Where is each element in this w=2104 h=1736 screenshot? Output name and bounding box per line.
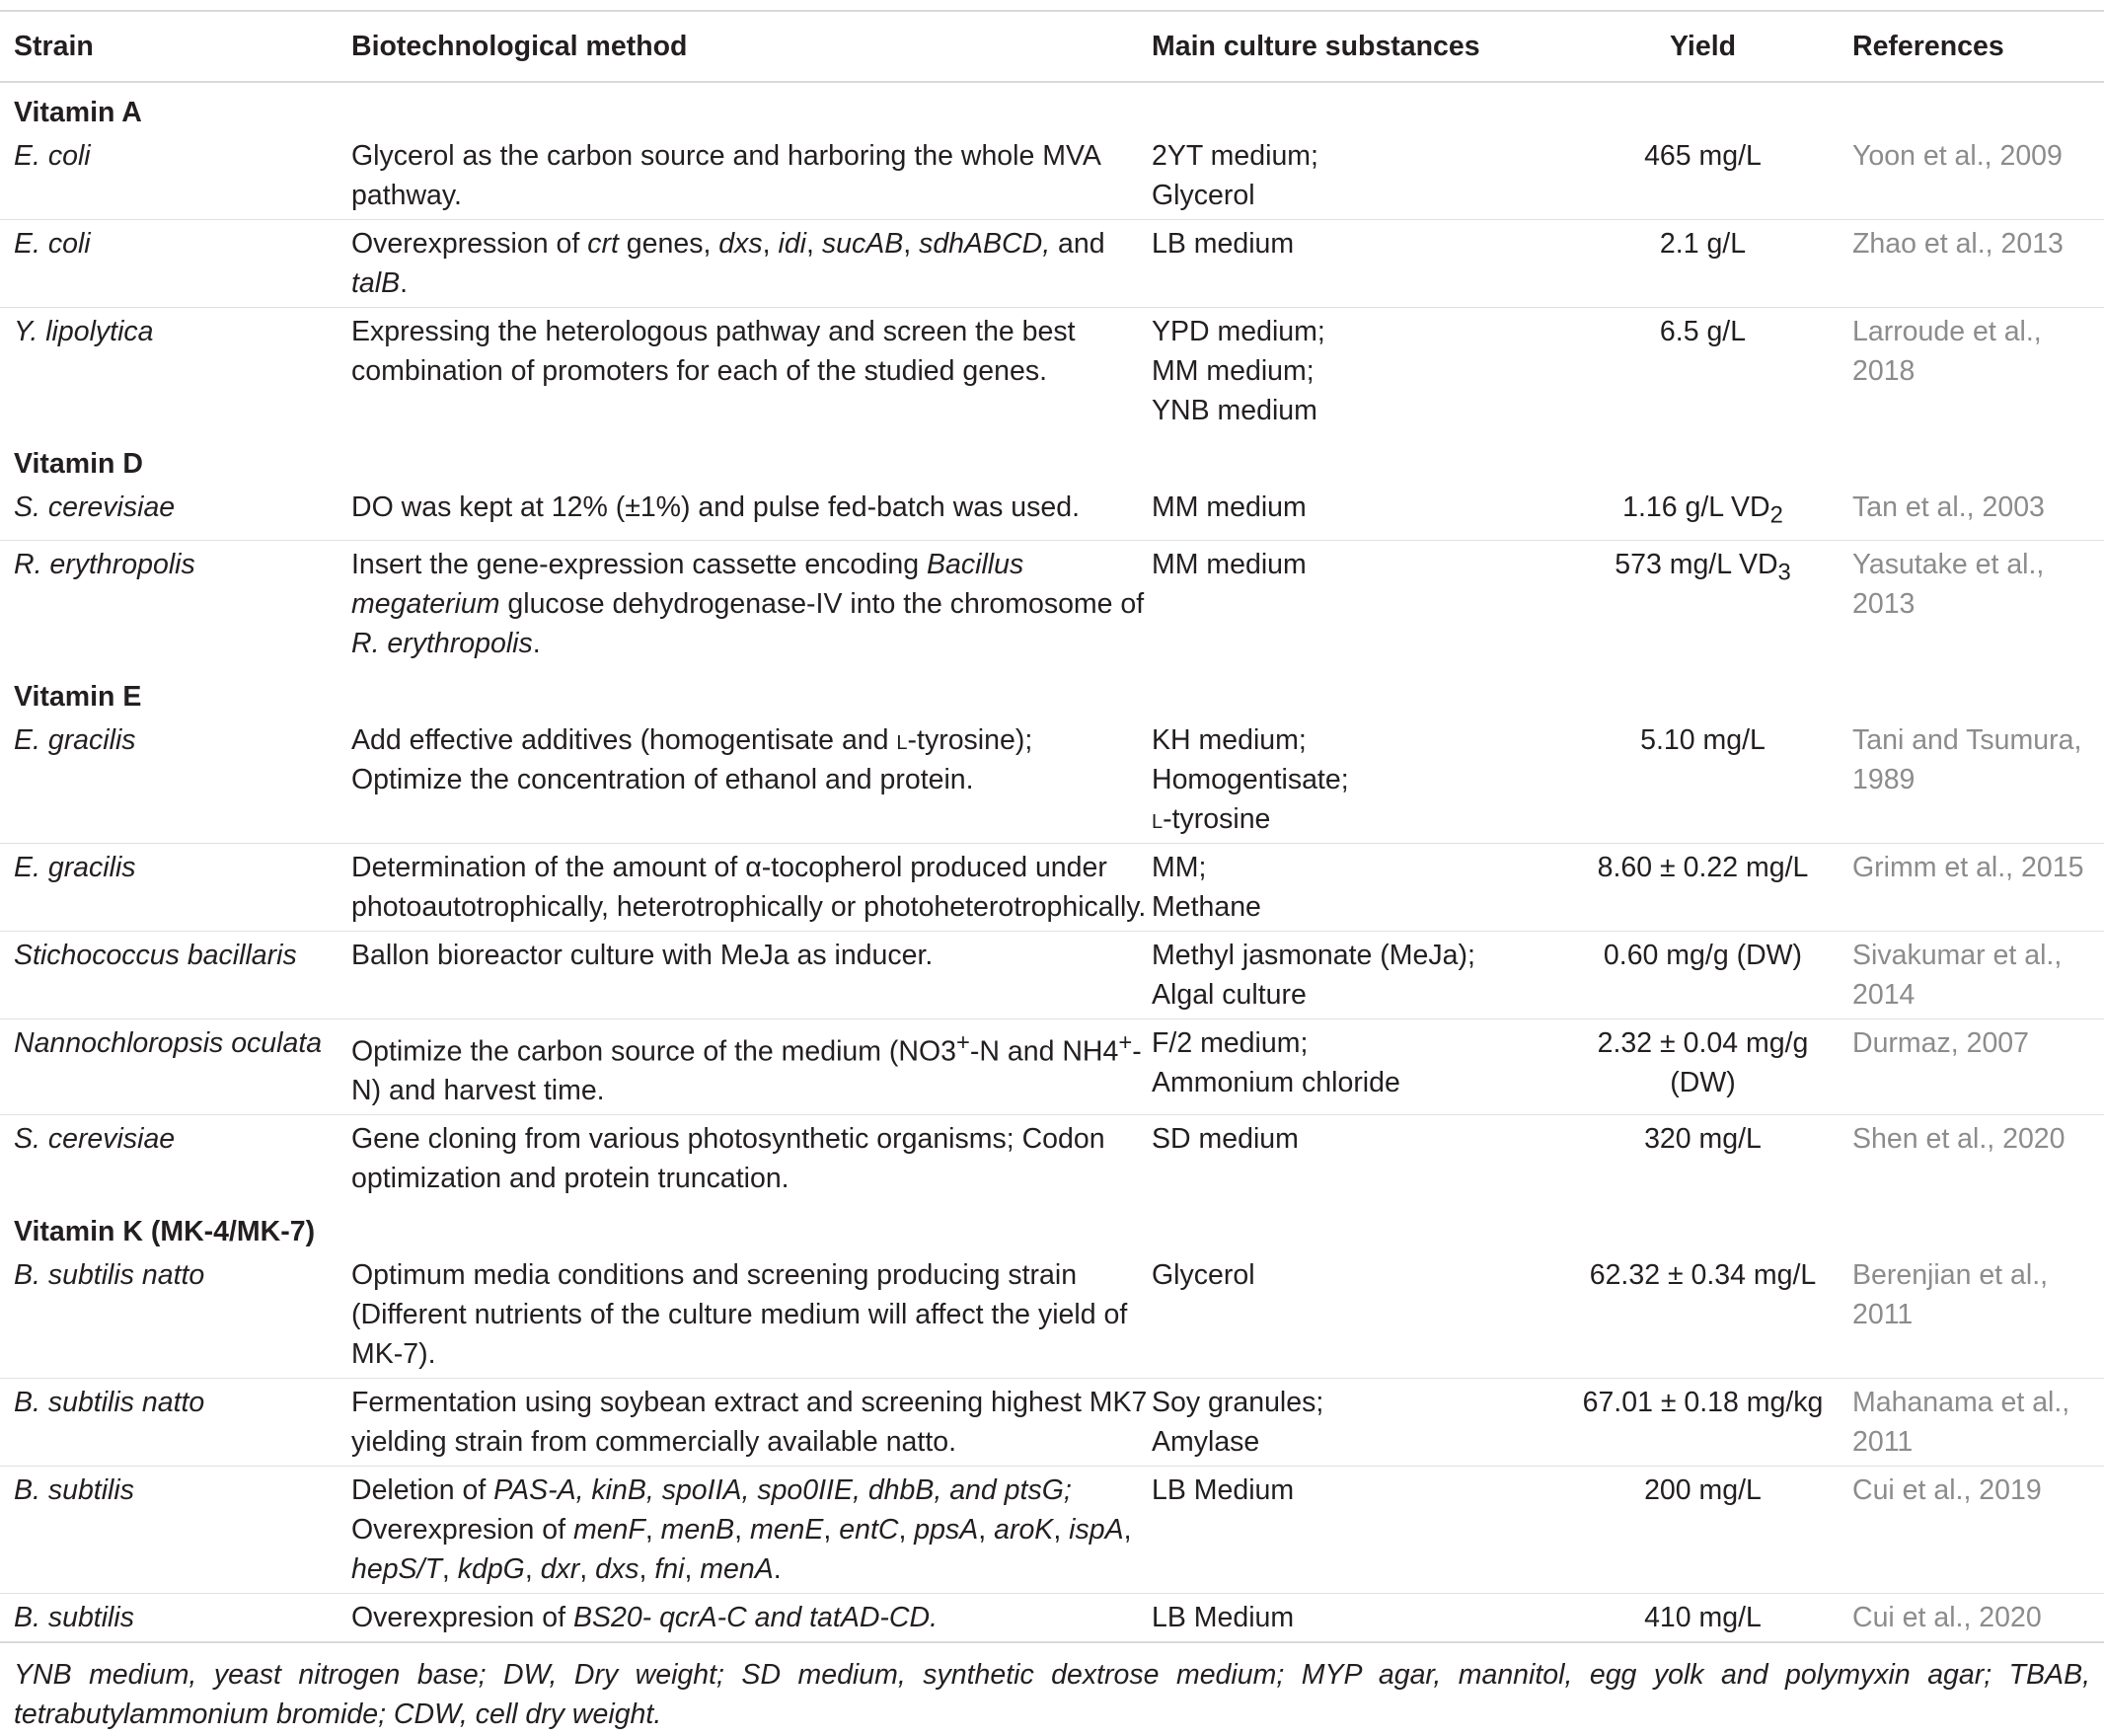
yield-cell: 8.60 ± 0.22 mg/L: [1597, 851, 1809, 883]
method-cell: Optimize the carbon source of the medium (NO3+-N and NH4+-N) and harvest time.: [351, 1028, 1142, 1107]
method-cell: Determination of the amount of α-tocopherol produced under photoautotrophically, heterotrophically or photoheterotrophically.: [351, 851, 1147, 923]
strain-cell: B. subtilis natto: [14, 1259, 205, 1292]
reference-cell: Larroude et al., 2018: [1852, 316, 2042, 387]
culture-cell: YPD medium; MM medium; YNB medium: [1152, 316, 1325, 426]
header-yield: Yield: [1669, 31, 1737, 62]
yield-cell: 62.32 ± 0.34 mg/L: [1589, 1259, 1817, 1292]
yield-cell: 320 mg/L: [1644, 1123, 1762, 1156]
reference-cell: Cui et al., 2020: [1852, 1602, 2042, 1634]
section-row: [0, 82, 2104, 132]
culture-cell: LB medium: [1152, 228, 1295, 260]
table-footnote: YNB medium, yeast nitrogen base; DW, Dry weight; SD medium, synthetic dextrose medium; MYP agar, mannitol, egg yolk and polymyxin agar; TBAB, tetrabutylammonium bromide; CDW, cell dry weight.: [14, 1659, 2090, 1731]
reference-cell: Yasutake et al., 2013: [1852, 548, 2045, 620]
culture-cell: Glycerol: [1152, 1259, 1255, 1292]
method-cell: DO was kept at 12% (±1%) and pulse fed-batch was used.: [351, 491, 1081, 523]
table-row: [0, 220, 2104, 308]
culture-cell: MM; Methane: [1152, 851, 1261, 923]
method-cell: Glycerol as the carbon source and harboring the whole MVA pathway.: [351, 140, 1100, 211]
method-cell: Gene cloning from various photosynthetic organisms; Codon optimization and protein truncation.: [351, 1123, 1105, 1195]
header-strain: Strain: [14, 31, 94, 62]
table-row: [0, 931, 2104, 1019]
strain-cell: S. cerevisiae: [14, 1123, 176, 1156]
culture-cell: MM medium: [1152, 491, 1307, 523]
section-row: [0, 667, 2104, 717]
yield-cell: 573 mg/L $VD_3$: [1615, 548, 1791, 586]
culture-cell: KH medium; Homogentisate; l-tyrosine: [1152, 723, 1349, 835]
table-row: [0, 484, 2104, 540]
method-cell: Fermentation using soybean extract and screening highest MK7 yielding strain from commercially available natto.: [351, 1387, 1148, 1459]
strain-cell: E. gracilis: [14, 723, 136, 756]
method-cell: Optimum media conditions and screening producing strain (Different nutrients of the culture medium will affect the yield of MK-7).: [351, 1259, 1128, 1371]
yield-cell: 2.32 ± 0.04 mg/g (DW): [1597, 1026, 1809, 1098]
section-title: Vitamin A: [14, 97, 142, 128]
strain-cell: R. erythropolis: [14, 548, 195, 580]
strain-cell: Stichococcus bacillaris: [14, 939, 297, 971]
culture-cell: MM medium: [1152, 548, 1307, 580]
header-culture: Main culture substances: [1152, 31, 1480, 62]
reference-cell: Cui et al., 2019: [1852, 1474, 2042, 1507]
header-references: References: [1852, 31, 2004, 62]
section-title: Vitamin D: [14, 448, 143, 480]
strain-cell: E. coli: [14, 140, 91, 172]
table-row: [0, 1019, 2104, 1115]
reference-cell: Durmaz, 2007: [1852, 1026, 2030, 1059]
strain-cell: E. coli: [14, 228, 91, 260]
culture-cell: SD medium: [1152, 1123, 1299, 1156]
method-cell: Ballon bioreactor culture with MeJa as inducer.: [351, 939, 934, 971]
table-row: [0, 308, 2104, 435]
strain-cell: B. subtilis: [14, 1474, 134, 1507]
vitamin-production-table: [0, 10, 2104, 1643]
strain-cell: S. cerevisiae: [14, 491, 176, 523]
table-row: [0, 1467, 2104, 1594]
yield-cell: 1.16 g/L $VD_2$: [1622, 491, 1783, 529]
reference-cell: Sivakumar et al., 2014: [1852, 939, 2063, 1011]
table-row: [0, 1115, 2104, 1203]
method-cell: Expressing the heterologous pathway and screen the best combination of promoters for each of the studied genes.: [351, 316, 1076, 387]
header-method: Biotechnological method: [351, 31, 688, 62]
reference-cell: Tan et al., 2003: [1852, 491, 2045, 523]
method-cell: Add effective additives (homogentisate and l-tyrosine); Optimize the concentration of ethanol and protein.: [351, 723, 1033, 795]
table-header-row: [0, 11, 2104, 82]
culture-cell: Methyl jasmonate (MeJa); Algal culture: [1152, 939, 1475, 1011]
section-row: [0, 434, 2104, 484]
culture-cell: 2YT medium; Glycerol: [1152, 140, 1318, 211]
reference-cell: Tani and Tsumura, 1989: [1852, 723, 2082, 795]
method-cell: Deletion of PAS-A, kinB, spoIIA, spo0IIE, dhbB, and ptsG; Overexpresion of menF, menB, menE, entC, ppsA, aroK, ispA, hepS/T, kdpG, dxr, dxs, fni, menA.: [351, 1474, 1132, 1586]
table-row: [0, 1594, 2104, 1643]
culture-cell: F/2 medium; Ammonium chloride: [1152, 1026, 1400, 1098]
table-row: [0, 843, 2104, 931]
table-row: [0, 1379, 2104, 1467]
table-row: [0, 1251, 2104, 1379]
culture-cell: Soy granules; Amylase: [1152, 1387, 1324, 1459]
strain-cell: B. subtilis: [14, 1602, 134, 1634]
yield-cell: 410 mg/L: [1644, 1602, 1762, 1634]
reference-cell: Mahanama et al., 2011: [1852, 1387, 2070, 1459]
method-cell: Overexpression of crt genes, dxs, idi, sucAB, sdhABCD, and talB.: [351, 228, 1105, 299]
reference-cell: Zhao et al., 2013: [1852, 228, 2064, 260]
yield-cell: 0.60 mg/g (DW): [1603, 939, 1803, 971]
reference-cell: Berenjian et al., 2011: [1852, 1259, 2049, 1331]
section-title: Vitamin E: [14, 680, 142, 713]
reference-cell: Yoon et al., 2009: [1852, 140, 2063, 172]
reference-cell: Grimm et al., 2015: [1852, 851, 2084, 883]
yield-cell: 67.01 ± 0.18 mg/kg: [1582, 1387, 1824, 1419]
method-cell: Insert the gene-expression cassette encoding Bacillus megaterium glucose dehydrogenase-IV into the chromosome of R. erythropolis.: [351, 548, 1145, 659]
yield-cell: 2.1 g/L: [1659, 228, 1747, 260]
method-cell: Overexpresion of BS20- qcrA-C and tatAD-CD.: [351, 1602, 938, 1634]
section-row: [0, 1202, 2104, 1251]
reference-cell: Shen et al., 2020: [1852, 1123, 2066, 1156]
strain-cell: Y. lipolytica: [14, 316, 154, 347]
strain-cell: B. subtilis natto: [14, 1387, 205, 1419]
culture-cell: LB Medium: [1152, 1474, 1295, 1507]
culture-cell: LB Medium: [1152, 1602, 1295, 1634]
strain-cell: Nannochloropsis oculata: [14, 1026, 323, 1059]
section-title: Vitamin K (MK-4/MK-7): [14, 1216, 316, 1248]
yield-cell: 5.10 mg/L: [1640, 723, 1766, 756]
yield-cell: 200 mg/L: [1644, 1474, 1762, 1507]
table-row: [0, 540, 2104, 667]
table-row: [0, 132, 2104, 220]
strain-cell: E. gracilis: [14, 851, 136, 883]
table-row: [0, 717, 2104, 844]
yield-cell: 6.5 g/L: [1659, 316, 1747, 347]
yield-cell: 465 mg/L: [1644, 140, 1762, 172]
